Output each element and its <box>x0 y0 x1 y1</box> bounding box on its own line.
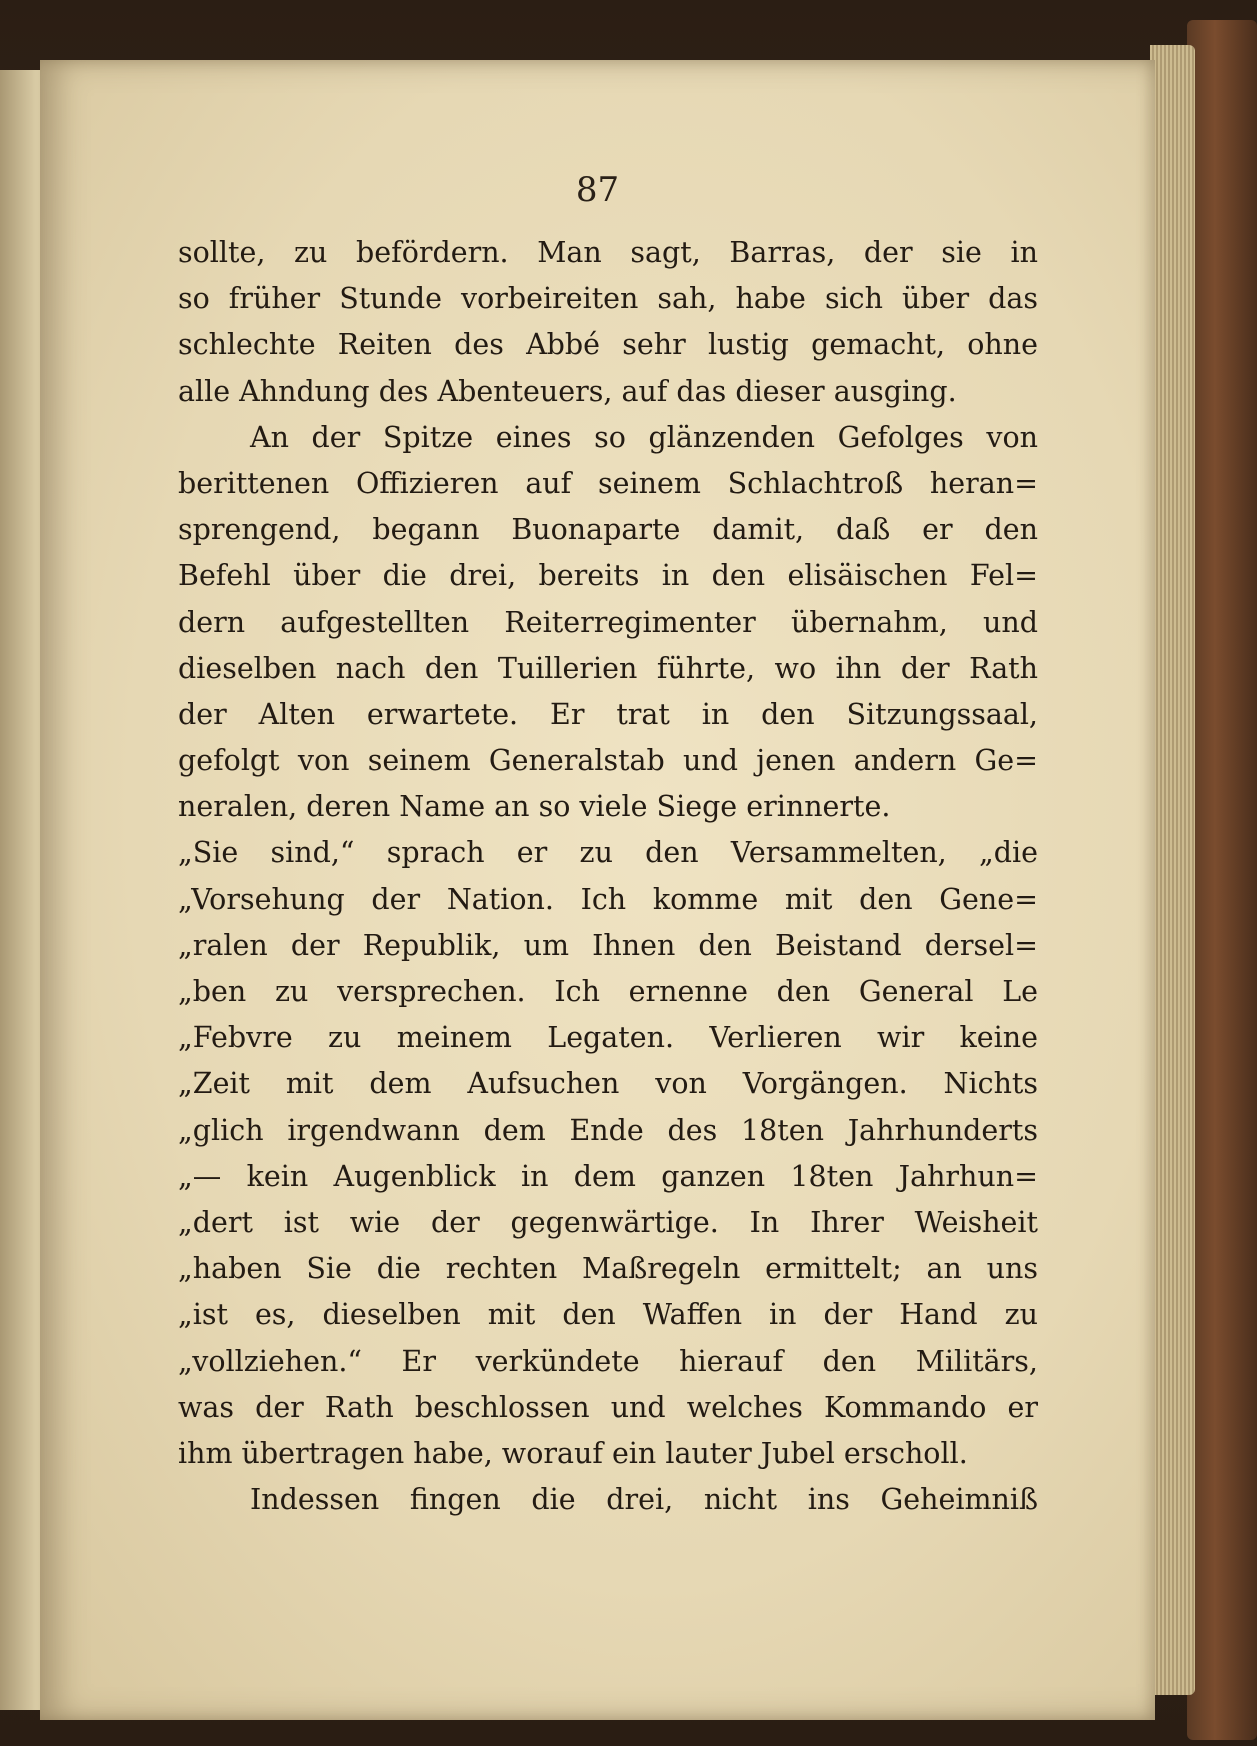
text-line: alle Ahndung des Abenteuers, auf das dieser ausging. <box>178 374 957 408</box>
text-line: An der Spitze eines so glänzenden Gefolges von <box>250 420 1038 454</box>
text-line: „Febvre zu meinem Legaten. Verlieren wir keine <box>178 1021 1038 1055</box>
text-line: ihm übertragen habe, worauf ein lauter Jubel erscholl. <box>178 1436 968 1470</box>
text-line: schlechte Reiten des Abbé sehr lustig gemacht, ohne <box>178 328 1038 362</box>
text-line: „ist es, dieselben mit den Waffen in der Hand zu <box>178 1298 1038 1332</box>
text-line: dieselben nach den Tuillerien führte, wo ihn der Rath <box>178 651 1038 685</box>
text-line: „haben Sie die rechten Maßregeln ermittelt; an uns <box>178 1252 1038 1286</box>
text-line: „ralen der Republik, um Ihnen den Beistand dersel= <box>178 928 1038 962</box>
text-line: „Zeit mit dem Aufsuchen von Vorgängen. Nichts <box>178 1067 1038 1101</box>
text-line: dern aufgestellten Reiterregimenter übernahm, und <box>178 605 1038 639</box>
text-line: was der Rath beschlossen und welches Kommando er <box>178 1390 1038 1424</box>
text-line: „Vorsehung der Nation. Ich komme mit den Gene= <box>178 882 1038 916</box>
text-line: der Alten erwartete. Er trat in den Sitzungssaal, <box>178 697 1038 731</box>
text-line: neralen, deren Name an so viele Siege erinnerte. <box>178 790 891 824</box>
text-line: Befehl über die drei, bereits in den elisäischen Fel= <box>178 559 1038 593</box>
text-line: sprengend, begann Buonaparte damit, daß er den <box>178 513 1038 547</box>
text-line: „glich irgendwann dem Ende des 18ten Jahrhunderts <box>178 1113 1038 1147</box>
text-line: berittenen Offizieren auf seinem Schlachtroß heran= <box>178 466 1038 500</box>
text-line: Indessen fingen die drei, nicht ins Geheimniß <box>250 1483 1038 1517</box>
text-line: „— kein Augenblick in dem ganzen 18ten Jahrhun= <box>178 1159 1038 1193</box>
book-cover-edge <box>1187 20 1257 1740</box>
text-line: so früher Stunde vorbeireiten sah, habe sich über das <box>178 282 1038 316</box>
text-line: „dert ist wie der gegenwärtige. In Ihrer Weisheit <box>178 1205 1038 1239</box>
body-text <box>178 230 1038 1523</box>
text-line: „ben zu versprechen. Ich ernenne den General Le <box>178 975 1038 1008</box>
text-line: sollte, zu befördern. Man sagt, Barras, der sie in <box>178 236 1038 269</box>
text-line: „Sie sind,“ sprach er zu den Versammelten, „die <box>178 836 1038 870</box>
text-line: gefolgt von seinem Generalstab und jenen andern Ge= <box>178 744 1038 778</box>
page-number: 87 <box>575 170 620 210</box>
page-edges <box>1150 45 1195 1695</box>
book-page <box>40 60 1155 1720</box>
text-line: „vollziehen.“ Er verkündete hierauf den Militärs, <box>178 1344 1038 1378</box>
